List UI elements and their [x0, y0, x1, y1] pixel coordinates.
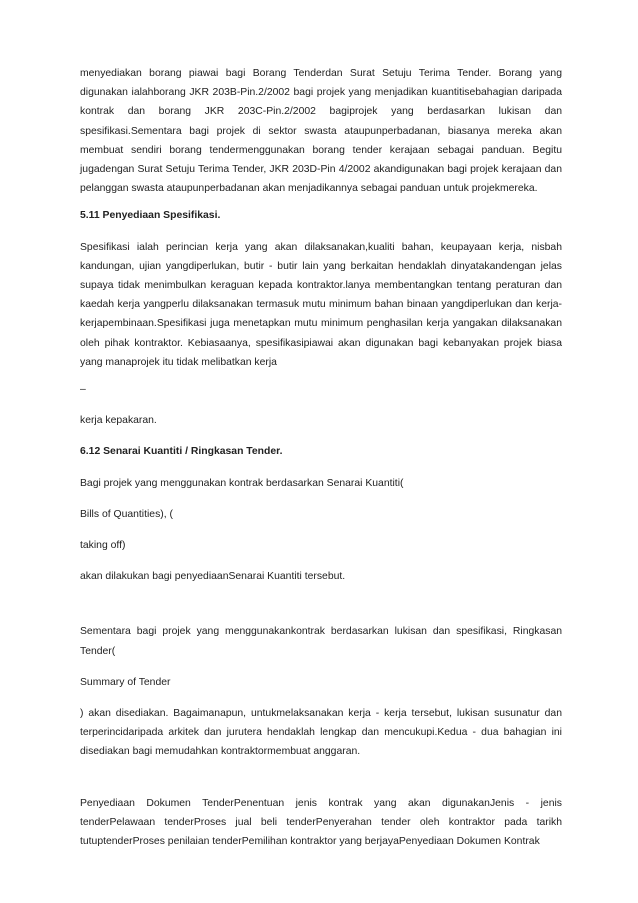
paragraph-penyediaan-senarai: akan dilakukan bagi penyediaanSenarai Kuantiti tersebut. [80, 571, 346, 583]
paragraph-borang-tender: menyediakan borang piawai bagi Borang Tenderdan Surat Setuju Terima Tender. Borang yang digunakan ialahborang JKR 203B-Pin.2/2002 bagi projek yang menjadikan kuantitisebahagian daripada kontrak dan borang JKR 203C-Pin.2/2002 bagiprojek yang berdasarkan lukisan dan spesifikasi.Sementara bagi projek di sektor swasta ataupunperbadanan, biasanya mereka akan membuat sendiri borang tendermenggunakan borang tender kerajaan sebagai panduan. Begitu jugadengan Surat Setuju Terima Tender, JKR 203D-Pin 4/2002 akandigunakan bagi projek kerajaan dan pelanggan swasta ataupunperbadanan akan menjadikannya sebagai panduan untuk projekmereka. [80, 68, 562, 195]
paragraph-penyediaan-dokumen: Penyediaan Dokumen TenderPenentuan jenis kontrak yang akan digunakanJenis - jenis tenderPelawaan tenderProses jual beli tenderPenyerahan tender oleh kontraktor pada tarikh tutuptenderProses penilaian tenderPemilihan kontraktor yang berjayaPenyediaan Dokumen Kontrak [80, 797, 562, 848]
paragraph-taking-off: taking off) [80, 540, 126, 552]
paragraph-akan-disediakan: ) akan disediakan. Bagaimanapun, untukmelaksanakan kerja - kerja tersebut, lukisan susunatur dan terperincidaripada arkitek dan jurutera hendaklah lengkap dan mencukupi.Kedua - dua bahagian ini disediakan bagi memudahkan kontraktormembuat anggaran. [80, 708, 562, 758]
heading-6-12: 6.12 Senarai Kuantiti / Ringkasan Tender. [80, 446, 283, 458]
paragraph-dash: – [80, 384, 86, 396]
paragraph-bills-of-quantities: Bills of Quantities), ( [80, 508, 173, 520]
paragraph-ringkasan-tender: Sementara bagi projek yang menggunakankontrak berdasarkan lukisan dan spesifikasi, Ringkasan Tender( [80, 626, 562, 657]
paragraph-summary-of-tender: Summary of Tender [80, 676, 171, 688]
blank-gap [80, 598, 562, 622]
document-page [80, 64, 562, 859]
paragraph-kerja-kepakaran: kerja kepakaran. [80, 415, 157, 427]
paragraph-spesifikasi: Spesifikasi ialah perincian kerja yang akan dilaksanakan,kualiti bahan, keupayaan kerja, nisbah kandungan, ujian yangdiperlukan, butir - butir lain yang berkaitan hendaklah dinyatakandengan jelas supaya tidak menimbulkan keraguan kepada kontraktor.lanya membentangkan tentang peraturan dan kaedah kerja yangperlu dilaksanakan termasuk mutu minimum bahan binaan yangdiperlukan dan kerja-kerjapembinaan.Spesifikasi juga menetapkan mutu minimum penghasilan kerja yangakan dilaksanakan oleh pihak kontraktor. Kebiasaanya, spesifikasipiawai akan digunakan bagi kebanyakan projek biasa yang manaprojek itu tidak melibatkan kerja [80, 241, 562, 368]
paragraph-senarai-kuantiti: Bagi projek yang menggunakan kontrak berdasarkan Senarai Kuantiti( [80, 477, 404, 489]
heading-5-11: 5.11 Penyediaan Spesifikasi. [80, 210, 221, 222]
blank-gap-2 [80, 770, 562, 794]
